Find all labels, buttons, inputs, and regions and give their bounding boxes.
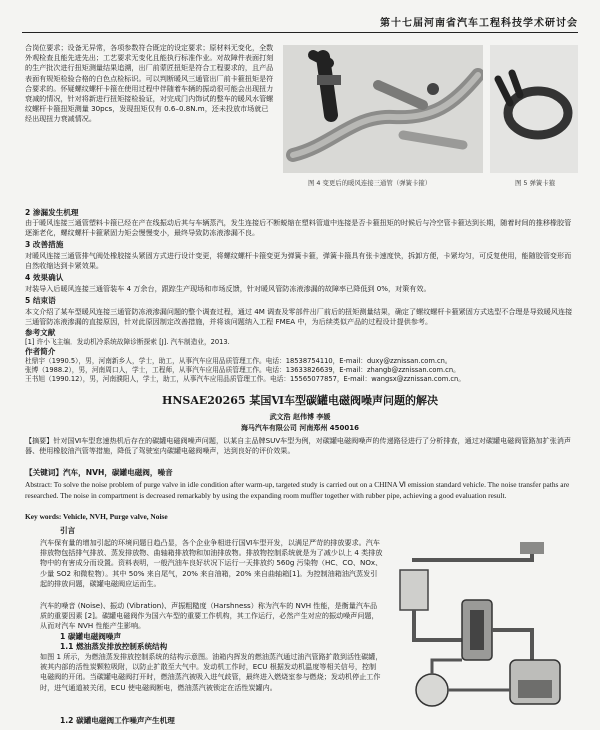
figure-4-tee-pipe-photo <box>283 45 483 173</box>
authors-heading: 作者简介 <box>25 347 56 356</box>
keywords-en: Key words: Vehicle, NVH, Purge valve, Noise <box>25 512 168 521</box>
figure-4-caption: 图 4 变更后的暖风连接三通管（弹簧卡箍） <box>308 179 432 187</box>
intro-body: 汽车保有量的增加引起的环境问题日趋凸显，各个企业争相进行国Ⅵ车型开发，以满足严苛的排放要求。汽车排放物包括排气排放、蒸发排放物、曲轴箱排放物和加油排放物。排放物控制系统就是为了减少以上 4 类排放物中的有害成分而设置。资料表明，一般汽油车良好状况下运行一天排放约 560g 污染物（HC、CO、NOx、少量 SO2 和微粒物）。其中 50% 来自尾气，20% 来自油箱，20% 来自曲轴箱[1]。为控制油箱油汽蒸发引起的排放问题，碳罐电磁阀应运而生。 <box>40 538 383 588</box>
section-5-body: 本文介绍了某车型暖风连接三通管防冻液渗漏问题的整个调查过程，通过 4M 调查及零部件出厂前后的扭矩测量结果，确定了螺纹螺杆卡箍紧固方式选型不合理是导致暖风连接三通管防冻液渗漏的直接原因，针对此原因制定改善措施，并将该问题纳入工程 FMEA 中，为后续类似产品的过程设计提供参考。 <box>25 307 573 327</box>
section-1-1-body: 如图 1 所示，为燃油蒸发排放控制系统的结构示意图。油箱内挥发的燃油蒸汽通过油汽管路扩散到活性碳罐，被其内部的活性炭颗粒吸附，以防止扩散至大气中。发动机工作时，ECU 根据发动机温度等相关信号，控制电磁阀的开闭。当碳罐电磁阀打开时，燃油蒸汽被吸入进气歧管，最终进入燃烧室参与燃烧；发动机停止工作时，进气通道被关闭，ECU 使电磁阀断电，燃油蒸汽被锁定在活性炭罐内。 <box>40 652 383 692</box>
intro-paragraph: 合岗位要求；设备无异常，各项参数符合既定的设定要求；原材料无变化，全数外观检查且能先进先出；工艺要求无变化且能执行标准作业。对故障件表面打刻的生产批次进行扭矩测量结果追溯，出厂前蒙匠扭矩是符合工程要求的，且产品表面有规矩检验合格的白色点检标识。可以判断暖风三通管出厂前卡箍扭矩是符合要求的。怀疑螺纹螺杆卡箍在使用过程中伴随着车辆的振动很可能会出现扭力衰减的情况，针对将新进行扭矩接检验证，对完成门内饰试的整车的暖风水管螺纹螺杆卡箍扭矩测量 30pcs，发现扭矩仅有 0.6–0.8N.m，还未投放市场就已经出现扭力衰减情况。 <box>25 43 274 124</box>
header-rule <box>22 32 578 33</box>
intro-body-2: 汽车的噪音 (Noise)、振动 (Vibration)、声振粗糙度（Harshness）称为汽车的 NVH 性能，是衡量汽车品质的重要因素 [2]。碳罐电磁阀作为国六车型的重要工作机构，其工作运行，必然产生对应的振动噪声问题，从而对汽车 NVH 性能产生影响。 <box>40 601 379 631</box>
figure-1-evap-system-diagram <box>392 540 572 726</box>
section-3-body: 对暖风连接三通管排气阀处橡胶接头紧固方式进行设计变更，将螺纹螺杆卡箍变更为弹簧卡箍，弹簧卡箍具有张卡速度快，拆卸方便，卡紧均匀，可反复使用，能随胶管变形而自然收缩达到卡紧效果。 <box>25 251 572 271</box>
abstract-en: Abstract: To solve the noise problem of purge valve in idle condition after warm-up, targeted study is carried out on a CHINA Ⅵ emission standard vehicle. The noise transfer paths are researched. The noise in compartment is decreased remarkably by using the expanding room muffler together with rubber pipe, achieving a good evaluation result. <box>25 480 570 500</box>
section-4-heading: 4 效果确认 <box>25 273 64 282</box>
section-2-body: 由于暖风连接三通管塑料卡箍已经在产在线振动后其与车辆蒸汽，发生连接后不断蜕缩在塑料管道中连接是否卡箍扭矩的时候后与冷空管卡箍达到长期，随着时间的推移橡胶管逐渐老化，螺纹螺杆卡箍紧固力矩会慢慢变小，最终导致防冻液渗漏不良。 <box>25 218 572 238</box>
keywords-zh: 【关键词】汽车，NVH，碳罐电磁阀，噪音 <box>25 468 173 477</box>
section-1-1-heading: 1.1 燃油蒸发排放控制系统结构 <box>60 642 168 651</box>
intro-heading: 引言 <box>60 526 76 535</box>
author-2: 张博（1988.2），男，河南周口人，学士，工程师，从事汽车应用品质管理工作。电话：13633826639，E-mail：zhangb@zznissan.com.cn。 <box>25 366 460 374</box>
article-2-title: HNSAE20265 某国Ⅵ车型碳罐电磁阀噪声问题的解决 <box>161 394 439 407</box>
abstract-zh: 【摘要】针对国Ⅵ车型怠速热机后存在的碳罐电磁阀噪声问题，以某自主品牌SUV车型为例，对碳罐电磁阀噪声的传递路径进行了分析排查，通过对碳罐电磁阀管路加扩张消声器、使用橡胶油汽管等措施，降低了驾驶室内碳罐电磁阀噪声，达到良好的评价效果。 <box>25 436 572 456</box>
article-2-affiliation: 海马汽车有限公司 河南郑州 450016 <box>240 424 360 432</box>
reference-1: [1] 许小飞主编．发动机冷系统故障诊断探索 [J]. 汽车制造业，2013. <box>25 338 230 346</box>
figure-5-caption: 图 5 弹簧卡箍 <box>515 179 556 187</box>
author-3: 王书旭（1990.12），男，河南濮阳人，学士，助工，从事汽车应用品质管理工作。电话：15565077857，E-mail：wangsx@zznissan.com.cn。 <box>25 375 465 383</box>
section-3-heading: 3 改善措施 <box>25 240 64 249</box>
section-1-heading: 1 碳罐电磁阀噪声 <box>60 632 122 641</box>
section-5-heading: 5 结束语 <box>25 296 56 305</box>
section-2-heading: 2 渗漏发生机理 <box>25 208 79 217</box>
author-1: 杜鼎宇（1990.5），男，河南新乡人，学士，助工，从事汽车应用品质管理工作。电话：18538754110，E-mail：duxy@zznissan.com.cn。 <box>25 357 452 365</box>
references-heading: 参考文献 <box>25 328 56 337</box>
section-4-body: 对装导入后暖风连接三通管装车 4 万余台，跟踪生产现场和市场反馈，针对暖风管防冻液渗漏的故障率已降低到 0%，对策有效。 <box>25 284 431 293</box>
running-header: 第十七届河南省汽车工程科技学术研讨会 <box>380 18 578 29</box>
article-2-authors: 武文浩 赵伟博 李媛 <box>269 413 331 421</box>
section-1-2-heading: 1.2 碳罐电磁阀工作噪声产生机理 <box>60 716 175 725</box>
figure-5-spring-clamp-photo <box>490 45 578 173</box>
